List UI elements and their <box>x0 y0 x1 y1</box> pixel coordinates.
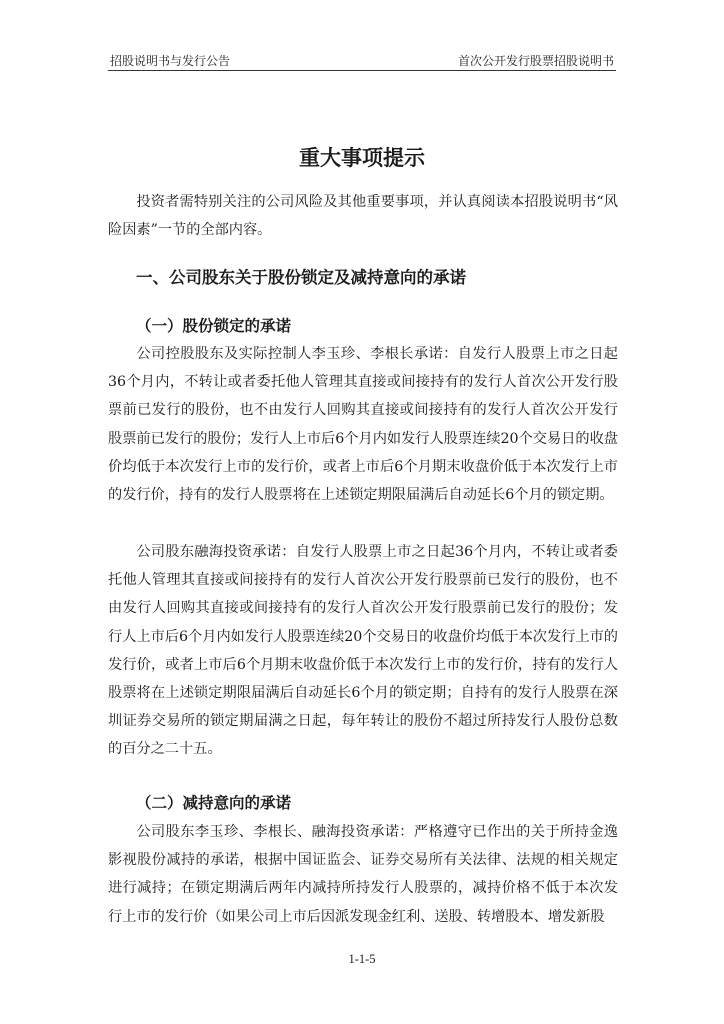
header-left-text: 招股说明书与发行公告 <box>110 54 231 68</box>
intro-paragraph: 投资者需特别关注的公司风险及其他重要事项，并认真阅读本招股说明书“风险因素”一节的全部内容。 <box>108 194 618 239</box>
page-title: 重大事项提示 <box>299 146 425 170</box>
lockup-paragraph-1: 公司控股股东及实际控制人李玉珍、李根长承诺：自发行人股票上市之日起36个月内，不转让或者委托他人管理其直接或间接持有的发行人首次公开发行股票前已发行的股份，也不由发行人回购其直接或间接持有的发行人首次公开发行股票前已发行的股份；发行人上市后6个月内如发行人股票连续20个交易日的收盘价均低于本次发行上市的发行价，或者上市后6个月期末收盘价低于本次发行上市的发行价，持有的发行人股票将在上述锁定期限届满后自动延长6个月的锁定期。 <box>108 346 618 504</box>
subsection-heading-lockup: （一）股份锁定的承诺 <box>136 317 292 335</box>
subsection-heading-reduction: （二）减持意向的承诺 <box>136 794 292 812</box>
page-header <box>108 50 616 71</box>
page-number: 1-1-5 <box>348 952 376 966</box>
header-right-text: 首次公开发行股票招股说明书 <box>457 54 614 68</box>
lockup-paragraph-2: 公司股东融海投资承诺：自发行人股票上市之日起36个月内，不转让或者委托他人管理其直接或间接持有的发行人首次公开发行股票前已发行的股份，也不由发行人回购其直接或间接持有的发行人首次公开发行股票前已发行的股份；发行人上市后6个月内如发行人股票连续20个交易日的收盘价均低于本次发行上市的发行价，或者上市后6个月期末收盘价低于本次发行上市的发行价，持有的发行人股票将在上述锁定期限届满后自动延长6个月的锁定期；自持有的发行人股票在深圳证券交易所的锁定期届满之日起，每年转让的股份不超过所持发行人股份总数的百分之二十五。 <box>108 544 618 758</box>
reduction-paragraph-1: 公司股东李玉珍、李根长、融海投资承诺：严格遵守已作出的关于所持金逸影视股份减持的承诺，根据中国证监会、证券交易所有关法律、法规的相关规定进行减持；在锁定期满后两年内减持所持发行人股票的，减持价格不低于本次发行上市的发行价（如果公司上市后因派发现金红利、送股、转增股本、增发新股 <box>108 824 618 925</box>
section-heading: 一、公司股东关于股份锁定及减持意向的承诺 <box>136 268 466 287</box>
